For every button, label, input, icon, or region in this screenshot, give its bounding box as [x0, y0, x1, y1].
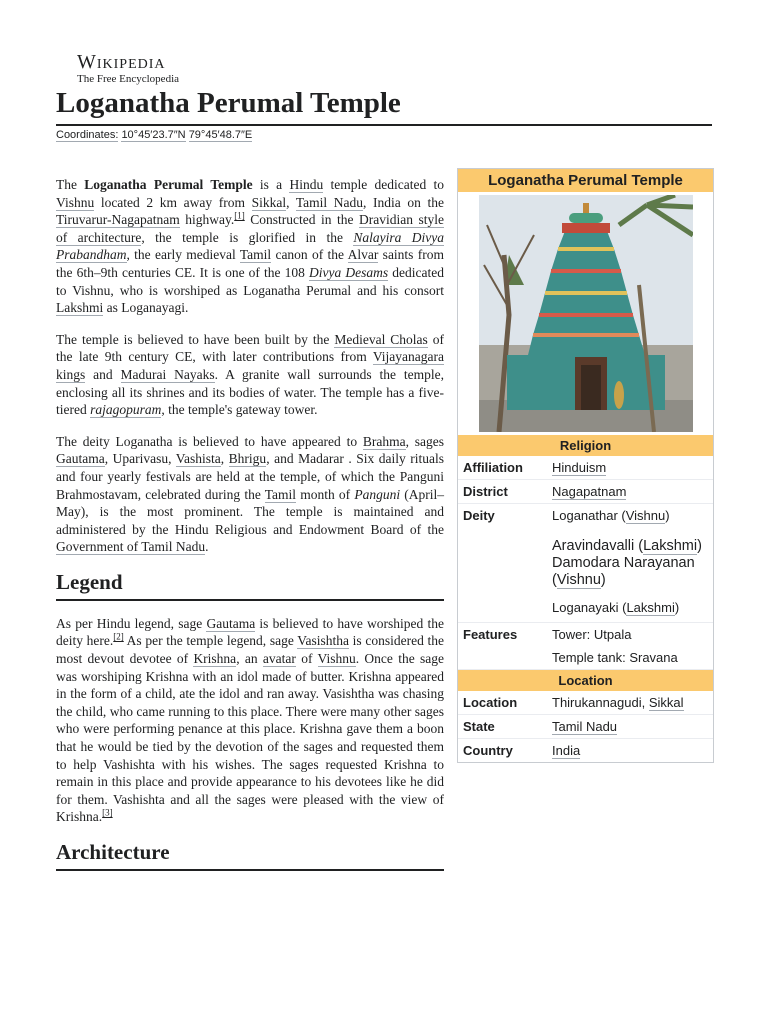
text: ) Damodara Narayanan ( — [552, 538, 702, 588]
infobox-section-religion: Religion — [458, 435, 713, 456]
text-panguni: Panguni — [354, 486, 401, 502]
text: , sages — [405, 433, 444, 449]
infobox-key-features: Features — [463, 627, 518, 642]
link-divya-desams[interactable]: Divya Desams — [309, 264, 389, 280]
text: as Loganayagi. — [103, 300, 189, 316]
text: temple dedicated to — [323, 177, 444, 192]
heading-legend: Legend — [56, 570, 444, 601]
link-avatar[interactable]: avatar — [262, 651, 296, 667]
link-tamil-month[interactable]: Tamil — [264, 486, 297, 502]
link-india[interactable]: India — [552, 743, 581, 758]
title-divider — [56, 124, 712, 126]
link-lakshmi-deity[interactable]: Lakshmi — [643, 538, 698, 554]
features-tank: Temple tank: Sravana — [552, 650, 678, 665]
intro-paragraph-3 — [56, 433, 444, 556]
infobox-row-country — [458, 739, 713, 762]
text: dedicated to Vishnu, who is worshiped as Loganatha Perumal and his consort — [56, 264, 444, 298]
infobox-row-affiliation — [458, 456, 713, 480]
text: , an — [236, 651, 263, 667]
text: , the early medieval — [126, 247, 240, 263]
features-tower: Tower: Utpala — [552, 627, 632, 642]
coordinates-lon[interactable]: 79°45′48.7″E — [188, 129, 253, 141]
link-hinduism[interactable]: Hinduism — [552, 460, 607, 475]
text: , the temple's gateway tower. — [161, 402, 318, 418]
infobox-key-affiliation: Affiliation — [463, 460, 523, 475]
text: saints from the 6th–9th centuries CE. It is one of the 108 — [56, 247, 444, 280]
infobox-row-location — [458, 691, 713, 715]
link-vashista[interactable]: Vashista — [175, 451, 221, 467]
text: ) — [674, 600, 680, 615]
link-bhrigu[interactable]: Bhrigu — [228, 451, 267, 467]
text: Aravindavalli ( — [552, 538, 644, 554]
legend-paragraph — [56, 615, 444, 826]
link-dravidian-architecture[interactable]: Dravidian style of architecture — [56, 212, 445, 245]
link-tamil-nadu-infobox[interactable]: Tamil Nadu — [552, 719, 618, 734]
coordinates-label[interactable]: Coordinates: — [56, 129, 119, 141]
link-gautama[interactable]: Gautama — [56, 451, 105, 467]
link-nalayira[interactable]: Nalayira Divya Prabandham — [56, 229, 444, 263]
article-subject: Loganatha Perumal Temple — [84, 177, 253, 192]
text: and — [85, 366, 121, 382]
text: of the late 9th century CE, with later contributions from — [56, 331, 445, 365]
text: month of — [296, 486, 355, 502]
link-vishnu[interactable]: Vishnu — [56, 194, 95, 210]
infobox-key-deity: Deity — [463, 508, 495, 523]
text: The — [56, 177, 85, 192]
text: of — [295, 651, 318, 667]
wikipedia-tagline: The Free Encyclopedia — [77, 73, 180, 85]
infobox-row-deity — [458, 504, 713, 623]
link-lakshmi[interactable]: Lakshmi — [56, 300, 104, 316]
link-vishnu-legend[interactable]: Vishnu — [317, 651, 356, 667]
text: ) — [600, 572, 606, 588]
intro-paragraph-2 — [56, 331, 444, 419]
infobox-row-district — [458, 480, 713, 504]
deity-value-2 — [552, 538, 708, 589]
infobox-title: Loganatha Perumal Temple — [458, 169, 713, 192]
text: , Uparivasu, — [104, 451, 176, 467]
infobox-row-features — [458, 623, 713, 670]
reference-3[interactable]: [3] — [102, 807, 113, 818]
text: The deity Loganatha is believed to have appeared to — [56, 433, 363, 449]
text: located 2 km away from — [94, 194, 252, 210]
text: Loganayaki ( — [552, 600, 627, 615]
coordinates — [56, 129, 252, 141]
text: Thirukannagudi, — [552, 695, 649, 710]
text: , — [220, 451, 229, 467]
text: As per Hindu legend, sage — [56, 615, 207, 631]
link-vijayanagara[interactable]: Vijayanagara kings — [56, 349, 444, 382]
link-vasishtha[interactable]: Vasishtha — [297, 633, 350, 649]
text: ) — [665, 508, 670, 523]
text: , and Madarar . Six daily rituals and four yearly festivals are held at the temple, of which the Panguni Brahmostavam, celebrated during the — [56, 451, 444, 502]
text: . — [205, 539, 209, 555]
coordinates-lat[interactable]: 10°45′23.7″N — [121, 129, 186, 141]
text: , — [286, 194, 296, 210]
deity-value-3 — [552, 599, 708, 616]
link-madurai-nayaks[interactable]: Madurai Nayaks — [120, 366, 215, 382]
link-government-tamil-nadu[interactable]: Government of Tamil Nadu — [56, 539, 206, 555]
text: highway. — [179, 212, 235, 228]
wikipedia-wordmark: Wikipedia — [77, 51, 166, 73]
link-gautama-legend[interactable]: Gautama — [206, 615, 256, 631]
link-krishna[interactable]: Krishna — [193, 651, 237, 667]
link-medieval-cholas[interactable]: Medieval Cholas — [334, 331, 428, 347]
link-alvar[interactable]: Alvar — [347, 247, 379, 263]
page-title: Loganatha Perumal Temple — [56, 87, 401, 119]
infobox-key-location: Location — [463, 695, 518, 710]
link-vishnu-deity-2[interactable]: Vishnu — [556, 572, 601, 588]
infobox — [457, 168, 714, 763]
text: (April–May), is the most prominent. The temple is maintained and administered by the Hindu Religious and Endowment Board of the — [56, 486, 444, 537]
reference-1[interactable]: [1] — [234, 210, 245, 221]
text: Loganathar ( — [552, 508, 626, 523]
infobox-key-district: District — [463, 484, 508, 499]
text: As per the temple legend, sage — [123, 633, 298, 649]
text: The temple is believed to have been built by the — [56, 331, 335, 347]
article-body — [56, 176, 444, 885]
text: . Once the sage was worshiping Krishna with an idol made of butter. Krishna appeared in the form of a child, ate the idol and ran away. Vasishtha was chasing the child, who came running to this place. There were many other sages who were performing penance at this place. Krishna gave them a boon that he would be tied by the devotion of the sages and requested them to help Vashishta with his wishes. The sages requested Krishna to remain in this place and provide appearance to his devotees like he did for them. Vashishta and all the sages were pleased with the view of Krishna. — [56, 651, 444, 825]
link-tamil[interactable]: Tamil — [239, 247, 272, 263]
link-sikkal[interactable]: Sikkal — [251, 194, 287, 210]
text: canon of the — [271, 247, 348, 263]
infobox-section-location: Location — [458, 670, 713, 691]
link-hindu[interactable]: Hindu — [289, 177, 324, 192]
temple-photo[interactable] — [479, 195, 693, 432]
link-brahma[interactable]: Brahma — [362, 433, 406, 449]
link-rajagopuram[interactable]: rajagopuram — [90, 402, 162, 418]
link-vishnu-deity[interactable]: Vishnu — [625, 508, 666, 523]
text: . A granite wall surrounds the temple, enclosing all its shrines and its bodies of water. The temple has a five-tiered — [56, 366, 444, 418]
link-sikkal-infobox[interactable]: Sikkal — [648, 695, 684, 710]
link-tamil-nadu[interactable]: Tamil Nadu — [295, 194, 364, 210]
temple-gopuram-image — [479, 195, 693, 432]
infobox-key-country: Country — [463, 743, 513, 758]
deity-value-1 — [552, 507, 708, 524]
infobox-row-state — [458, 715, 713, 739]
text: , the temple is glorified in the — [141, 229, 354, 245]
intro-paragraph-1 — [56, 176, 444, 317]
wikipedia-logo[interactable] — [77, 52, 179, 86]
reference-2[interactable]: [2] — [113, 631, 124, 642]
link-lakshmi-deity-2[interactable]: Lakshmi — [626, 600, 675, 615]
link-nagapatnam[interactable]: Nagapatnam — [552, 484, 627, 499]
text: is considered the most devout devotee of — [56, 633, 444, 667]
text: , India on the — [363, 194, 444, 210]
link-highway[interactable]: Tiruvarur-Nagapatnam — [56, 212, 180, 228]
text: is a — [252, 177, 290, 192]
text: Constructed in the — [244, 212, 360, 228]
text: is believed to have worshiped the deity here. — [56, 615, 444, 649]
infobox-key-state: State — [463, 719, 495, 734]
heading-architecture: Architecture — [56, 840, 444, 871]
